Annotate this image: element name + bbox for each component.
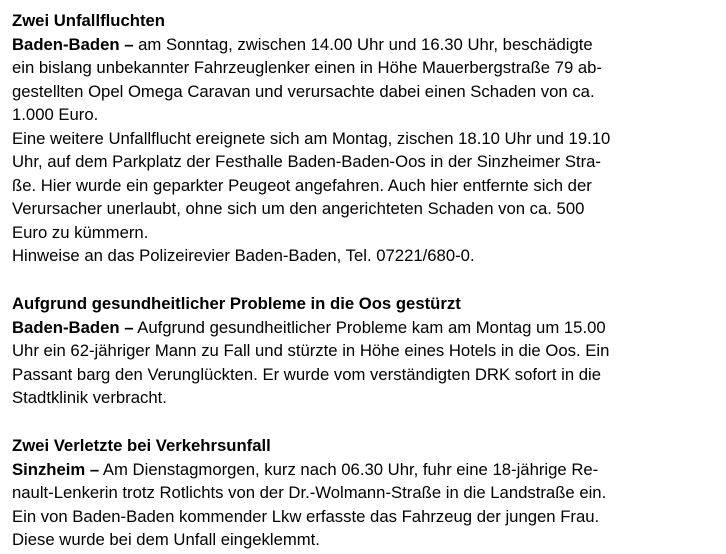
article-body-line: Ein von Baden-Baden kommender Lkw erfasste das Fahrzeug der jungen Frau. bbox=[12, 506, 600, 526]
article-dateline: Baden-Baden – bbox=[12, 317, 134, 337]
article-body-line: Passant barg den Verunglückten. Er wurde vom verständigten DRK sofort in die bbox=[12, 364, 602, 384]
article-oos-sturz bbox=[12, 292, 718, 410]
article-body-line: Uhr, auf dem Parkplatz der Festhalle Baden-Baden-Oos in der Sinzheimer Stra- bbox=[12, 152, 601, 171]
article-body-text: Am Dienstagmorgen, kurz nach 06.30 Uhr, fuhr eine 18-jährige Re- bbox=[99, 459, 599, 479]
article-body-line: ße. Hier wurde ein geparkter Peugeot angefahren. Auch hier entfernte sich der bbox=[12, 175, 592, 195]
article-dateline: Baden-Baden – bbox=[12, 34, 134, 54]
article-body-line: Uhr ein 62-jähriger Mann zu Fall und stürzte in Höhe eines Hotels in die Oos. Ein bbox=[12, 341, 610, 360]
article-headline: Zwei Unfallfluchten bbox=[12, 11, 165, 30]
article-headline: Zwei Verletzte bei Verkehrsunfall bbox=[12, 436, 271, 455]
article-body-line: ein bislang unbekannter Fahrzeuglenker einen in Höhe Mauerbergstraße 79 ab- bbox=[12, 58, 602, 77]
article-body-text: am Sonntag, zwischen 14.00 Uhr und 16.30 Uhr, beschädigte bbox=[133, 34, 593, 54]
document-page bbox=[12, 9, 718, 552]
article-body-line: 1.000 Euro. bbox=[12, 105, 99, 124]
article-body-line: gestellten Opel Omega Caravan und verursachte dabei einen Schaden von ca. bbox=[12, 81, 595, 101]
article-body-line: nault-Lenkerin trotz Rotlichts von der Dr.-Wolmann-Straße in die Landstraße ein. bbox=[12, 483, 607, 502]
article-body-line: Eine weitere Unfallflucht ereignete sich am Montag, zischen 18.10 Uhr und 19.10 bbox=[12, 128, 611, 148]
article-unfallfluchten bbox=[12, 9, 718, 268]
article-verkehrsunfall bbox=[12, 434, 718, 552]
article-body-text: Aufgrund gesundheitlicher Probleme kam am Montag um 15.00 bbox=[133, 317, 606, 337]
article-body-line: Hinweise an das Polizeirevier Baden-Baden, Tel. 07221/680-0. bbox=[12, 246, 475, 265]
article-body-line: Verursacher unerlaubt, ohne sich um den angerichteten Schaden von ca. 500 bbox=[12, 199, 585, 218]
article-headline: Aufgrund gesundheitlicher Probleme in die Oos gestürzt bbox=[12, 294, 461, 313]
article-body-line: Diese wurde bei dem Unfall eingeklemmt. bbox=[12, 530, 320, 549]
article-body-line bbox=[12, 458, 718, 482]
article-body-line: Stadtklinik verbracht. bbox=[12, 388, 167, 407]
article-body-line bbox=[12, 33, 718, 57]
article-dateline: Sinzheim – bbox=[12, 459, 100, 479]
article-body-line: Euro zu kümmern. bbox=[12, 222, 149, 242]
article-body-line bbox=[12, 316, 718, 340]
